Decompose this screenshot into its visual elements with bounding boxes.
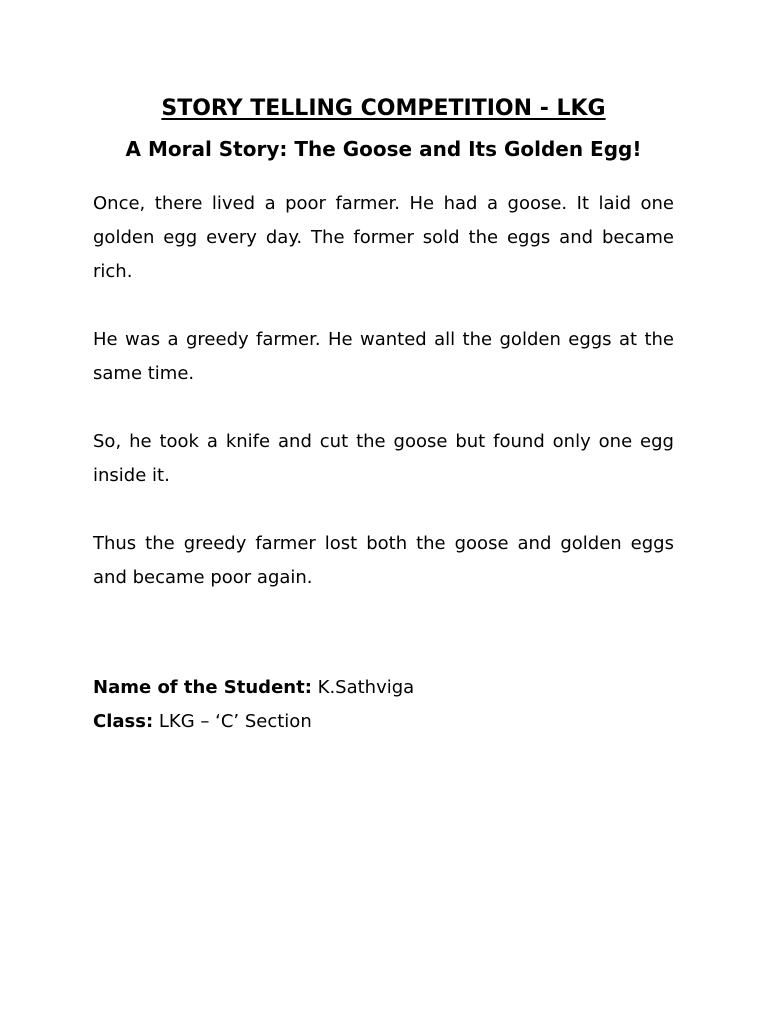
- story-paragraph: Thus the greedy farmer lost both the goose and golden eggs and became poor again.: [93, 533, 674, 588]
- student-class-line: [93, 705, 674, 739]
- student-info: [93, 671, 674, 739]
- story-paragraph: He was a greedy farmer. He wanted all the golden eggs at the same time.: [93, 329, 674, 384]
- student-name-label: Name of the Student:: [93, 677, 312, 698]
- story-subtitle: A Moral Story: The Goose and Its Golden Egg!: [125, 137, 642, 161]
- student-name-value: K.Sathviga: [317, 677, 415, 698]
- student-class-value: LKG – ‘C’ Section: [158, 711, 312, 732]
- student-class-label: Class:: [93, 711, 154, 732]
- story-paragraph: So, he took a knife and cut the goose but found only one egg inside it.: [93, 431, 674, 486]
- story-body: [93, 187, 674, 595]
- document-title: STORY TELLING COMPETITION - LKG: [161, 96, 606, 121]
- story-paragraph: Once, there lived a poor farmer. He had a goose. It laid one golden egg every day. The former sold the eggs and became rich.: [93, 193, 674, 282]
- student-name-line: [93, 671, 674, 705]
